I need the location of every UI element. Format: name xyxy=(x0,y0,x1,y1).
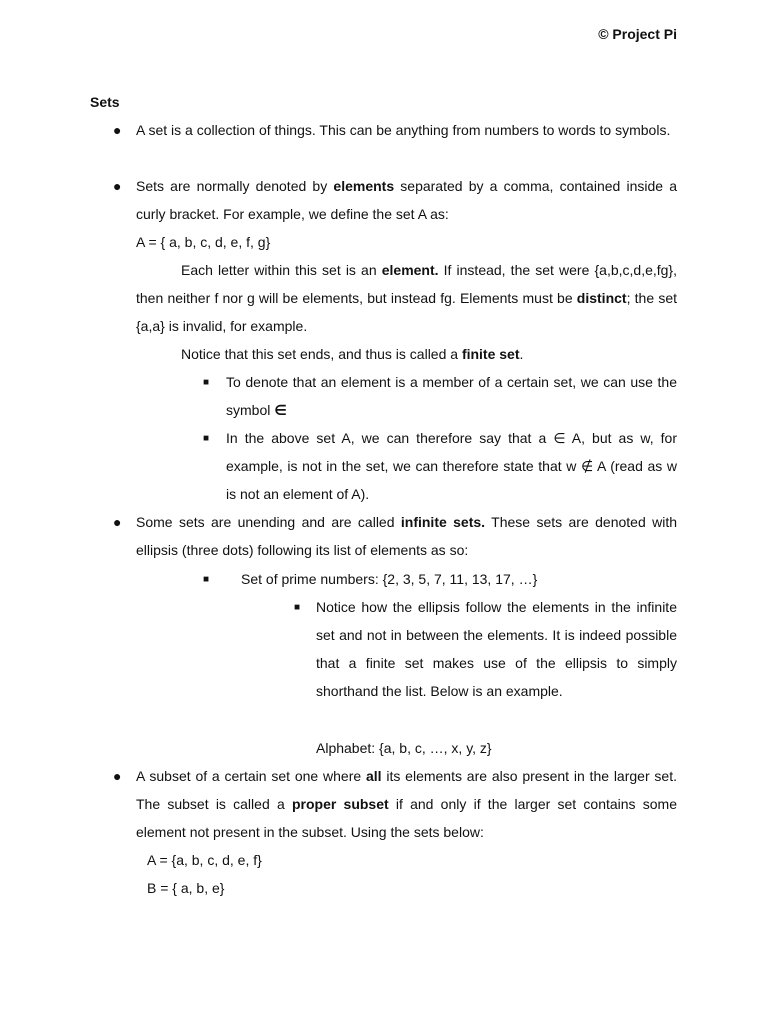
subset-text-mid: its elements are also present in the larger set. The subset is called a xyxy=(136,768,677,812)
bullet-marker: ● xyxy=(113,514,122,530)
finite-set-paragraph xyxy=(181,340,523,368)
element-bold: element. xyxy=(381,262,439,278)
element-text-post: If instead, the set were {a,b,c,d,e,fg}, then neither f nor g will be elements, but instead fg. Elements must be xyxy=(136,262,677,306)
bullet-infinite-sets xyxy=(136,508,677,564)
finite-text-pre: Notice that this set ends, and thus is called a xyxy=(181,346,462,362)
subset-text-post: if and only if the larger set contains some element not present in the subset. Using the sets below: xyxy=(136,796,678,840)
sub-bullet-not-element: In the above set A, we can therefore say that a ∈ A, but as w, for example, is not in the set, we can therefore state that w ∉ A (read as w is not an element of A). xyxy=(226,430,677,502)
bullet-set-definition: A set is a collection of things. This can be anything from numbers to words to symbols. xyxy=(136,122,671,138)
copyright-header: © Project Pi xyxy=(598,26,677,42)
finite-text-post: . xyxy=(519,346,524,362)
set-a-definition: A = { a, b, c, d, e, f, g} xyxy=(136,234,271,250)
bullet-elements xyxy=(136,172,677,228)
infinite-text-pre: Some sets are unending and are called xyxy=(136,514,401,530)
set-a-example: A = {a, b, c, d, e, f} xyxy=(147,852,262,868)
subset-bold-all: all xyxy=(365,768,382,784)
bullet-marker: ● xyxy=(113,122,122,138)
bullet-elements-bold: elements xyxy=(333,178,395,194)
section-title: Sets xyxy=(90,94,120,110)
member-symbol: ∈ xyxy=(274,402,287,418)
infinite-bold: infinite sets. xyxy=(400,514,486,530)
distinct-bold: distinct xyxy=(576,290,627,306)
ellipsis-note: Notice how the ellipsis follow the elements in the infinite set and not in between the elements. It is indeed possible that a finite set makes use of the ellipsis to simply shorthand the list. Below is an example. xyxy=(316,599,677,699)
square-marker: ■ xyxy=(203,574,210,585)
subset-text-pre: A subset of a certain set one where xyxy=(136,768,366,784)
finite-bold: finite set xyxy=(461,346,520,362)
bullet-elements-text-post: separated by a comma, contained inside a curly bracket. For example, we define the set A as: xyxy=(136,178,678,222)
bullet-marker: ● xyxy=(113,768,122,784)
member-symbol-text: To denote that an element is a member of a certain set, we can use the symbol xyxy=(226,374,677,418)
square-marker: ■ xyxy=(203,433,210,444)
distinct-text-post: ; the set {a,a} is invalid, for example. xyxy=(136,290,677,334)
alphabet-set: Alphabet: {a, b, c, …, x, y, z} xyxy=(316,740,492,756)
prime-numbers-set: Set of prime numbers: {2, 3, 5, 7, 11, 13, 17, …} xyxy=(241,571,538,587)
set-b-example: B = { a, b, e} xyxy=(147,880,225,896)
bullet-marker: ● xyxy=(113,178,122,194)
subset-bold-proper: proper subset xyxy=(291,796,389,812)
infinite-text-post: These sets are denoted with ellipsis (three dots) following its list of elements as so: xyxy=(136,514,677,558)
square-marker: ■ xyxy=(203,377,210,388)
bullet-elements-text-pre: Sets are normally denoted by xyxy=(136,178,334,194)
bullet-subset xyxy=(136,762,677,846)
square-marker: ■ xyxy=(294,602,301,613)
element-text-pre: Each letter within this set is an xyxy=(181,262,382,278)
element-paragraph xyxy=(136,256,677,340)
sub-bullet-member-symbol xyxy=(226,368,677,424)
